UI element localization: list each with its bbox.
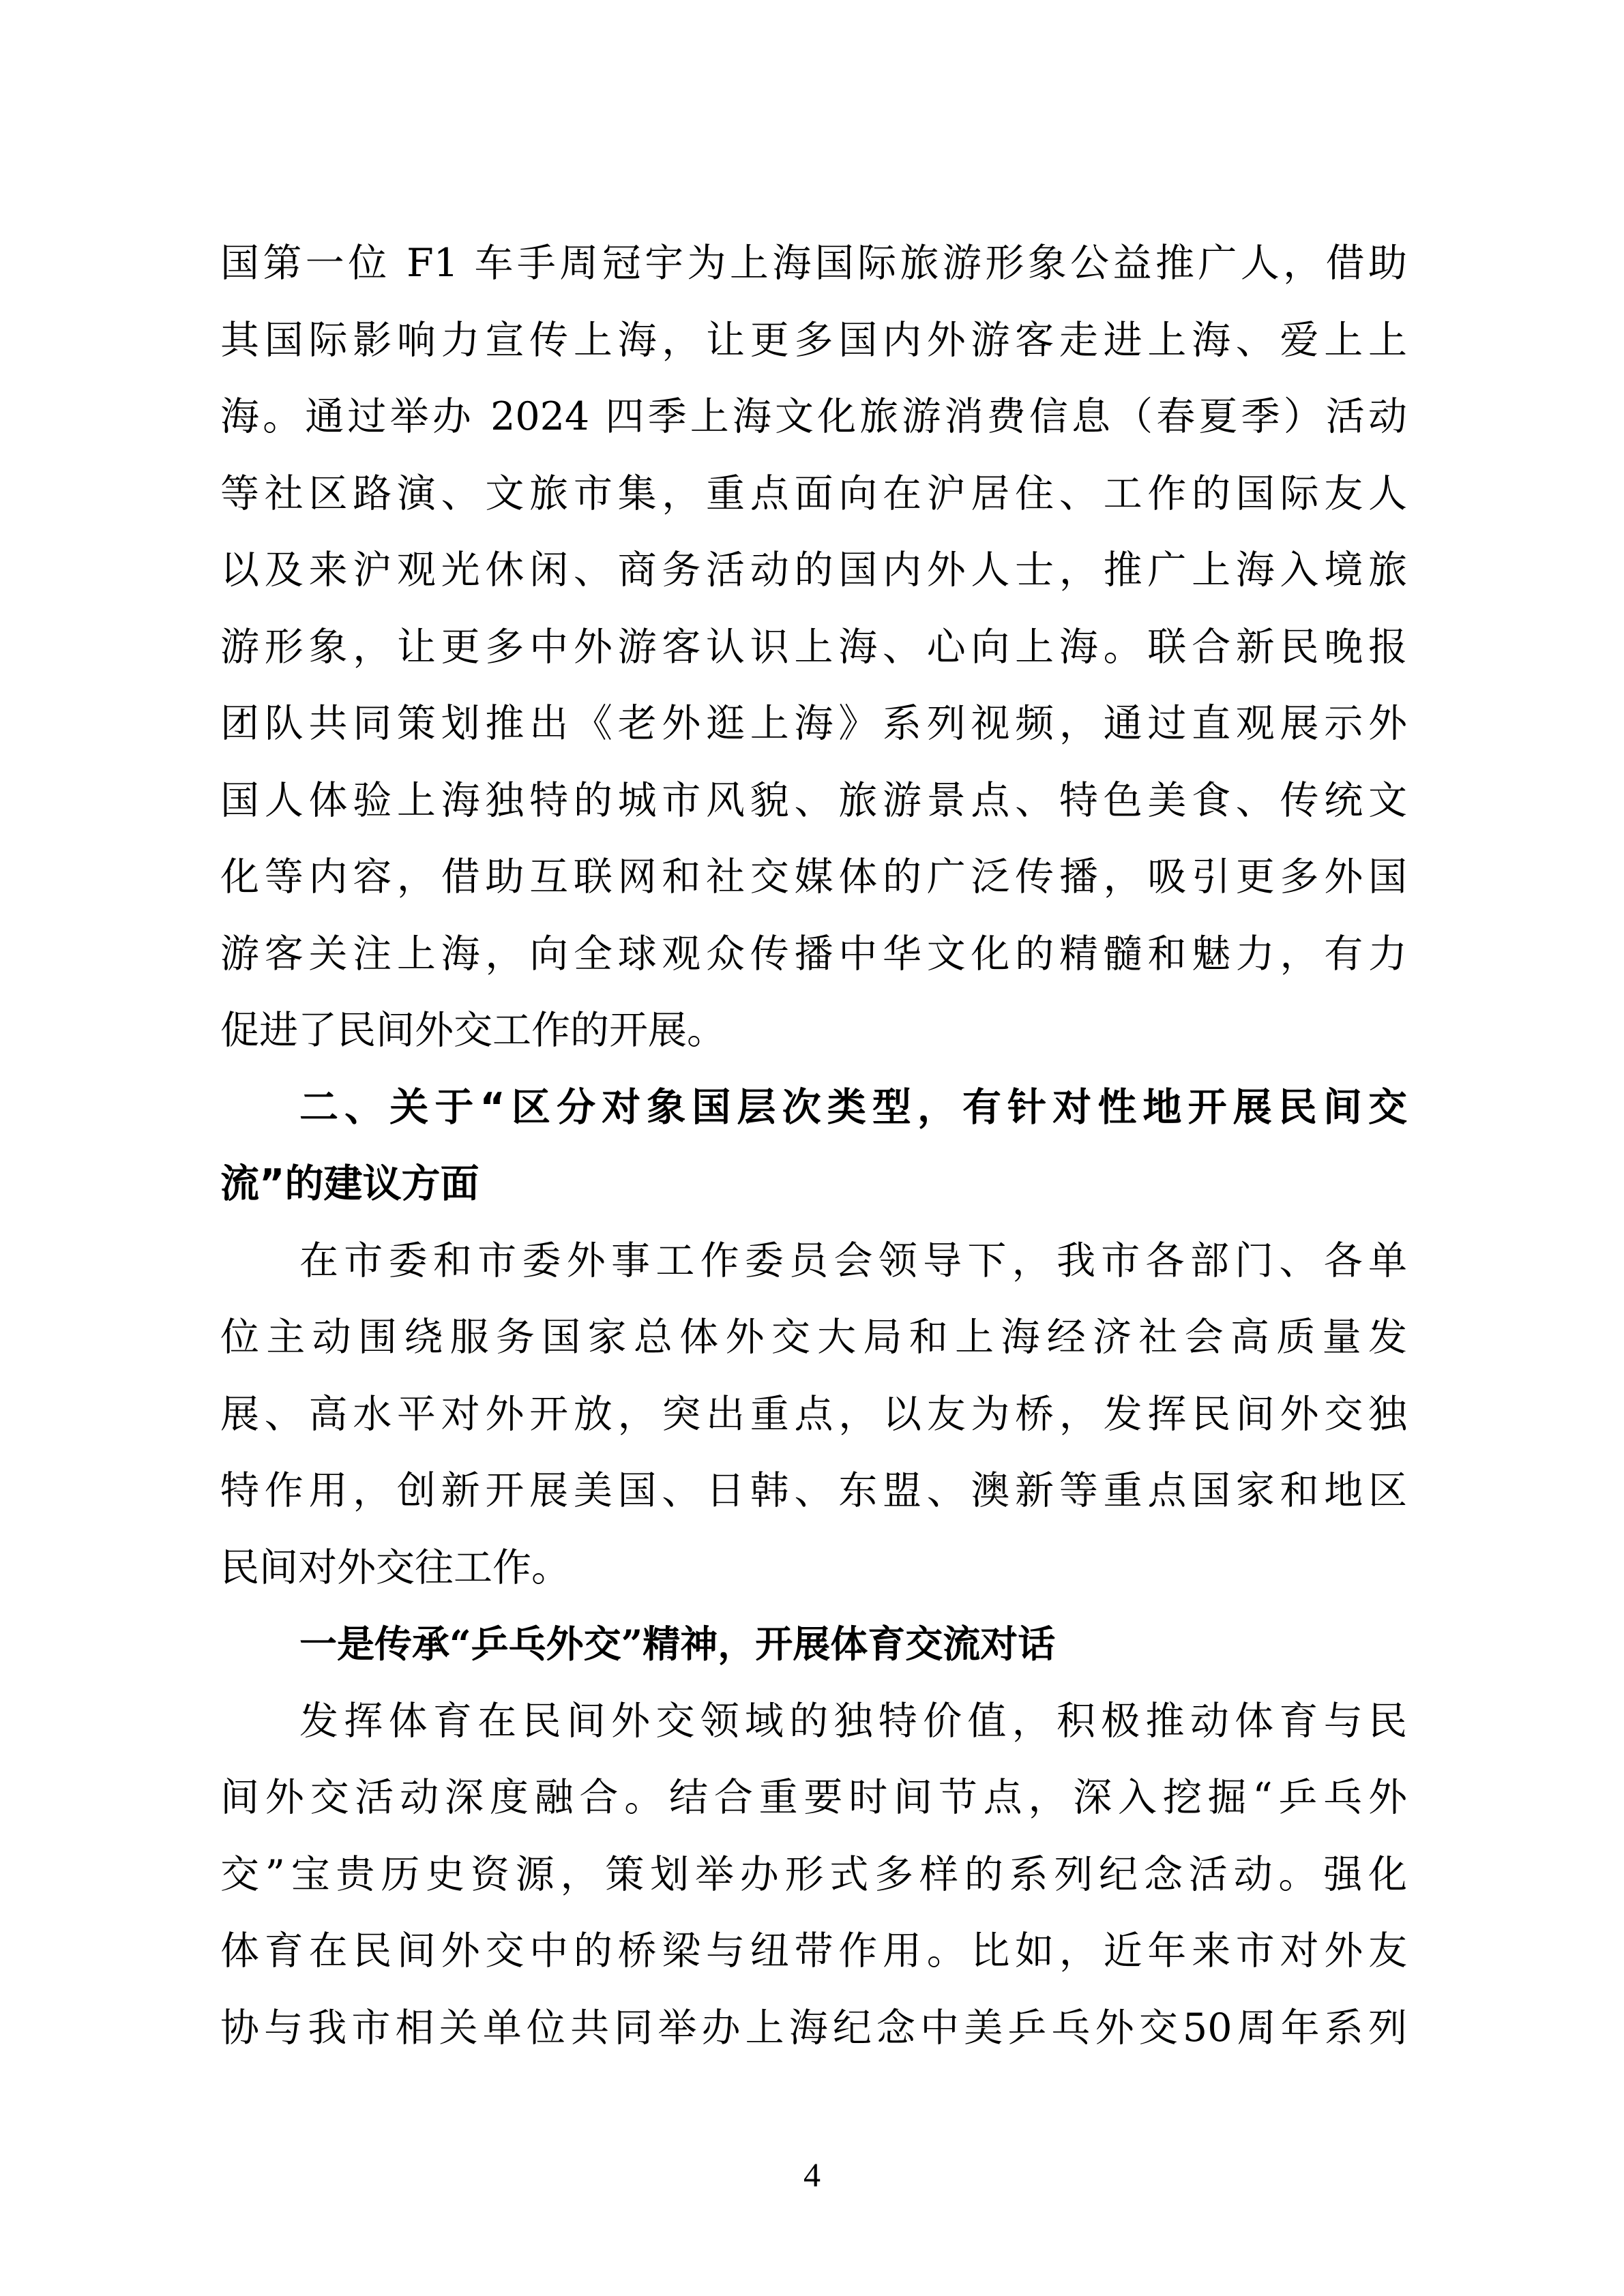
- paragraph-line: 游形象，让更多中外游客认识上海、心向上海。联合新民晚报: [220, 624, 1407, 670]
- section-heading-line: 流”的建议方面: [220, 1161, 479, 1206]
- paragraph-line: 海。通过举办 2024 四季上海文化旅游消费信息（春夏季）活动: [220, 394, 1407, 439]
- paragraph-line: 展、高水平对外开放，突出重点，以友为桥，发挥民间外交独: [220, 1391, 1407, 1437]
- paragraph-line: 其国际影响力宣传上海，让更多国内外游客走进上海、爱上上: [220, 317, 1407, 363]
- paragraph-line: 团队共同策划推出《老外逛上海》系列视频，通过直观展示外: [220, 701, 1407, 746]
- paragraph-line: 民间对外交往工作。: [220, 1545, 570, 1590]
- page-number: 4: [803, 2156, 821, 2194]
- paragraph-line: 国第一位 F1 车手周冠宇为上海国际旅游形象公益推广人，借助: [220, 241, 1407, 286]
- section-heading-line: 二、关于“区分对象国层次类型，有针对性地开展民间交: [299, 1084, 1407, 1130]
- paragraph-line: 化等内容，借助互联网和社交媒体的广泛传播，吸引更多外国: [220, 854, 1407, 899]
- paragraph-line: 交”宝贵历史资源，策划举办形式多样的系列纪念活动。强化: [220, 1851, 1407, 1897]
- paragraph-line: 以及来沪观光休闲、商务活动的国内外人士，推广上海入境旅: [220, 548, 1407, 593]
- paragraph-line: 发挥体育在民间外交领域的独特价值，积极推动体育与民: [299, 1698, 1407, 1744]
- paragraph-line: 特作用，创新开展美国、日韩、东盟、澳新等重点国家和地区: [220, 1468, 1407, 1513]
- body-text: [220, 225, 1407, 2066]
- subheading-line: 一是传承“乒乓外交”精神，开展体育交流对话: [299, 1622, 1056, 1666]
- paragraph-line: 国人体验上海独特的城市风貌、旅游景点、特色美食、传统文: [220, 777, 1407, 823]
- paragraph-line: 游客关注上海，向全球观众传播中华文化的精髓和魅力，有力: [220, 931, 1407, 976]
- paragraph-line: 间外交活动深度融合。结合重要时间节点，深入挖掘“乒乓外: [220, 1775, 1407, 1820]
- paragraph-line: 促进了民间外交工作的开展。: [220, 1008, 726, 1053]
- paragraph-line: 等社区路演、文旅市集，重点面向在沪居住、工作的国际友人: [220, 471, 1407, 516]
- paragraph-line: 体育在民间外交中的桥梁与纽带作用。比如，近年来市对外友: [220, 1928, 1407, 1973]
- paragraph-line: 协与我市相关单位共同举办上海纪念中美乒乓外交50周年系列: [220, 2005, 1407, 2051]
- paragraph-line: 在市委和市委外事工作委员会领导下，我市各部门、各单: [299, 1238, 1407, 1283]
- paragraph-line: 位主动围绕服务国家总体外交大局和上海经济社会高质量发: [220, 1315, 1407, 1360]
